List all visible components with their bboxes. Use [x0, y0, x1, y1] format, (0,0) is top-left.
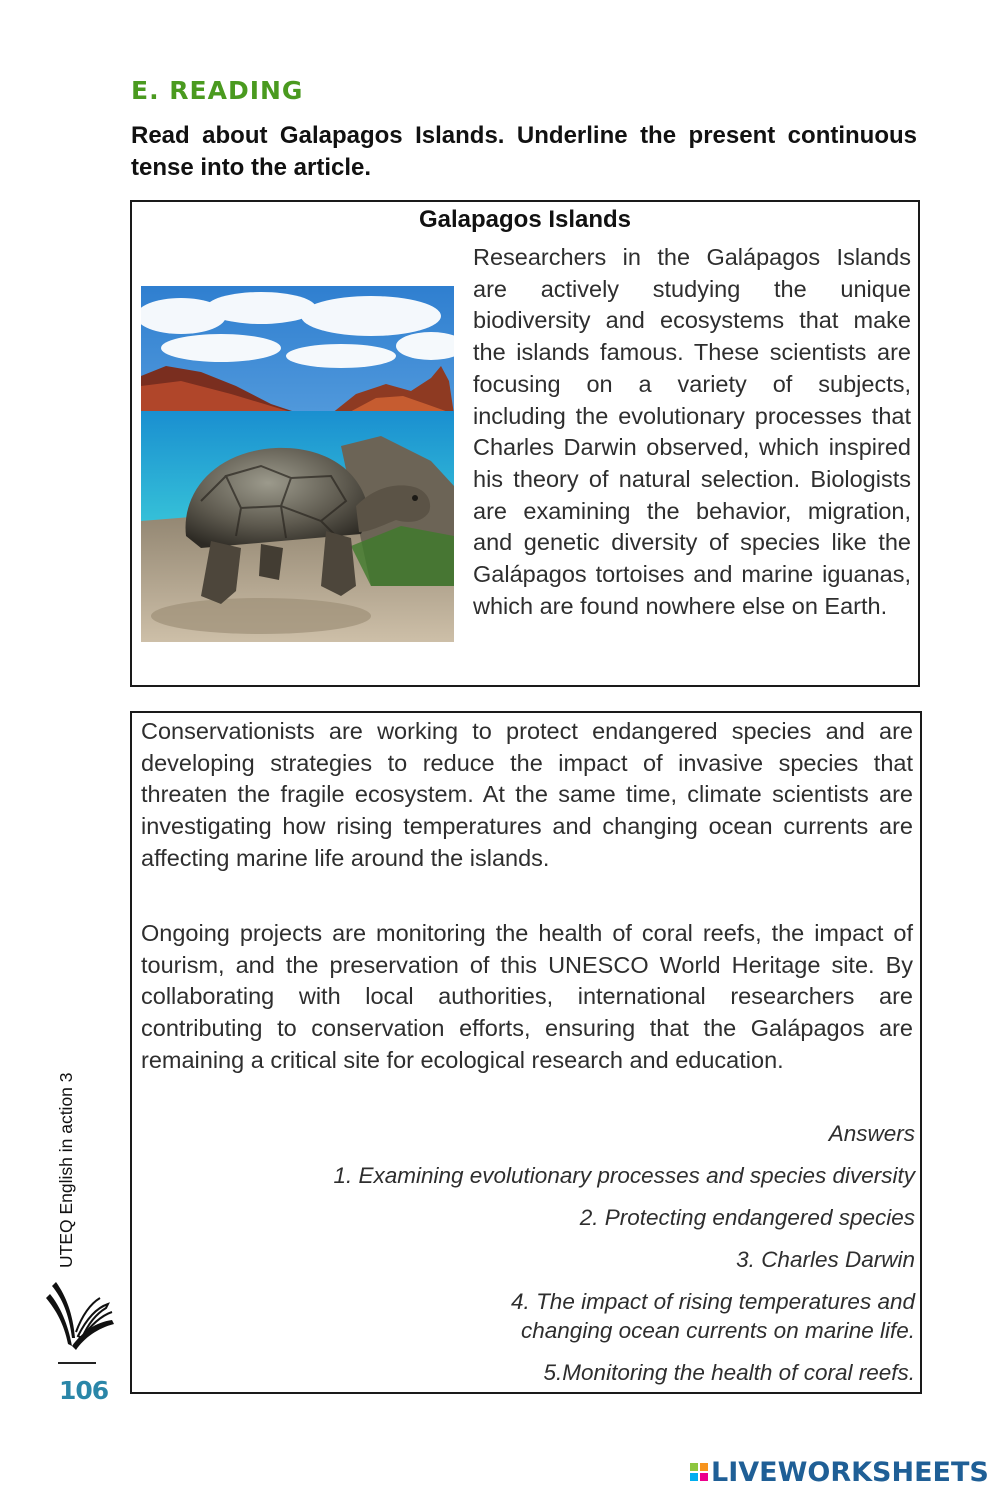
article-paragraph-2: Conservationists are working to protect endangered species and are developing strategies to reduce the impact of invasive species that threaten the fragile ecosystem. At the same time, climate scientists are investigating how rising temperatures and changing ocean currents are affecting marine life around the islands. [141, 718, 913, 871]
answer-4-line-1: 4. The impact of rising temperatures and [511, 1289, 915, 1314]
answers-heading: Answers [828, 1121, 915, 1146]
book-title-vertical: UTEQ English in action 3 [56, 1072, 76, 1268]
instructions-text: Read about Galapagos Islands. Underline the present continuous tense into the article. [131, 122, 917, 181]
open-book-icon [42, 1276, 116, 1357]
answer-1: 1. Examining evolutionary processes and species diversity [333, 1163, 915, 1188]
page-number-rule [58, 1362, 96, 1364]
answer-4 [215, 1287, 915, 1358]
article-box-top [130, 200, 920, 687]
answers-list [215, 1119, 915, 1400]
article-paragraph-3: Ongoing projects are monitoring the health of coral reefs, the impact of tourism, and the preservation of this UNESCO World Heritage site. By collaborating with local authorities, international researchers are contributing to conservation efforts, ensuring that the Galápagos are remaining a critical site for ecological research and education. [141, 920, 913, 1073]
answer-4-line-2: changing ocean currents on marine life. [521, 1318, 915, 1343]
page-number: 106 [59, 1376, 109, 1405]
tortoise-photo [141, 286, 454, 642]
article-box-bottom [130, 711, 922, 1394]
liveworksheets-wordmark: LIVEWORKSHEETS [711, 1456, 989, 1488]
article-title: Galapagos Islands [418, 206, 632, 233]
article-intro: Researchers in the Galápagos Islands are actively studying the unique biodiversity and ecosystems that make the islands famous. These scientists are focusing on a variety of subjects, including the evolutionary processes that Charles Darwin observed, which inspired his theory of natural selection. Biologists are examining the behavior, migration, and genetic diversity of species like the Galápagos tortoises and marine iguanas, which are found nowhere else on Earth. [473, 244, 911, 619]
answer-2: 2. Protecting endangered species [579, 1205, 915, 1230]
section-heading: E. READING [131, 76, 304, 105]
liveworksheets-icon [690, 1463, 708, 1481]
liveworksheets-logo [690, 1455, 989, 1489]
answer-3: 3. Charles Darwin [736, 1247, 915, 1272]
answer-5: 5.Monitoring the health of coral reefs. [543, 1360, 915, 1385]
